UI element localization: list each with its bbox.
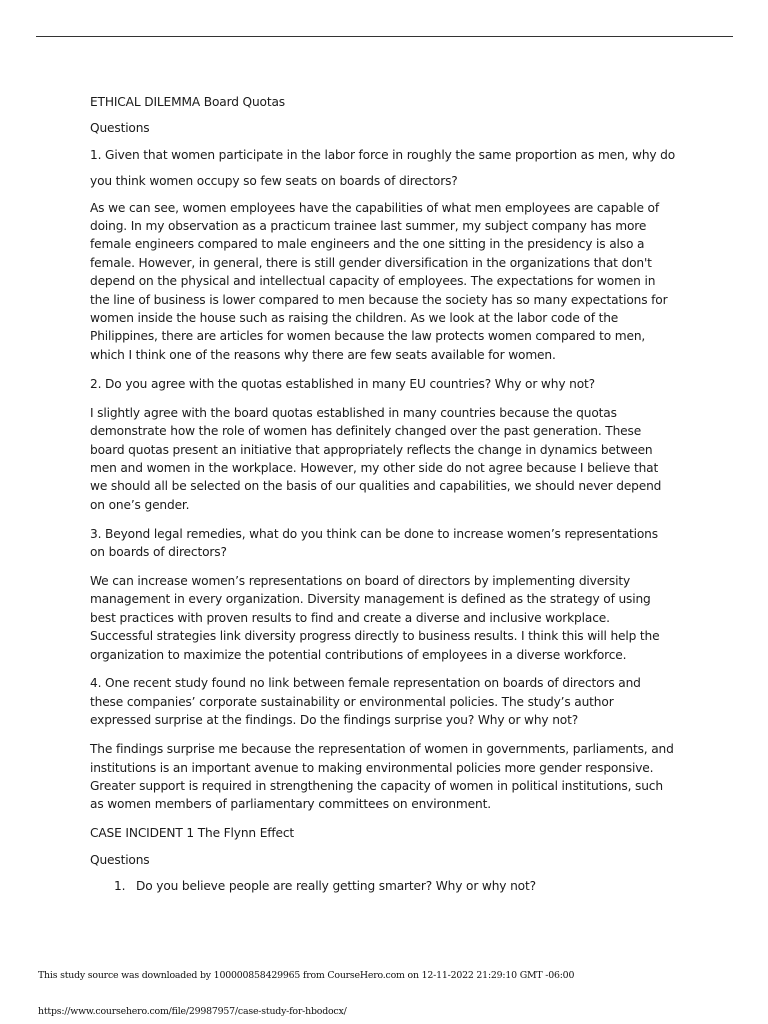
question-3: 3. Beyond legal remedies, what do you think can be done to increase women’s representations on boards of directors?: [90, 526, 658, 560]
answer-4: The findings surprise me because the representation of women in governments, parliaments, and institutions is an important avenue to making environmental policies more gender responsive. Greater support is required in strengthening the capacity of women in political institutions, such as women members of parliamentary committees on environment.: [90, 742, 674, 812]
question-1-line-1: 1. Given that women participate in the labor force in roughly the same proportion as men, why do: [90, 147, 676, 162]
case-question-1: [90, 877, 676, 895]
document-body: [90, 93, 676, 896]
source-url-link[interactable]: https://www.coursehero.com/file/29987957/case-study-for-hbodocx/: [38, 1006, 347, 1017]
case-heading: CASE INCIDENT 1 The Flynn Effect: [90, 826, 295, 841]
case-questions-label: Questions: [90, 852, 150, 867]
question-2: 2. Do you agree with the quotas established in many EU countries? Why or why not?: [90, 376, 595, 391]
header-rule: [36, 36, 733, 37]
section-heading: ETHICAL DILEMMA Board Quotas: [90, 95, 285, 109]
answer-3: We can increase women’s representations on board of directors by implementing diversity management in every organization. Diversity management is defined as the strategy of using best practices with proven results to find and create a diverse and inclusive workplace. Successful strategies link diversity progress directly to business results. I think this will help the organization to maximize the potential contributions of employees in a diverse workforce.: [90, 573, 660, 662]
answer-2: I slightly agree with the board quotas established in many countries because the quotas demonstrate how the role of women has definitely changed over the past generation. These board quotas present an initiative that appropriately reflects the change in dynamics between men and women in the workplace. However, my other side do not agree because I believe that we should all be selected on the basis of our qualities and capabilities, we should never depend on one’s gender.: [90, 405, 662, 512]
case-question-1-text: Do you believe people are really getting smarter? Why or why not?: [136, 879, 536, 894]
question-1-line-2: you think women occupy so few seats on boards of directors?: [90, 174, 458, 189]
download-note: This study source was downloaded by 100000858429965 from CourseHero.com on 12-11-2022 21:29:10 GMT -06:00: [38, 970, 575, 981]
case-question-1-number: 1.: [114, 879, 126, 894]
question-4: 4. One recent study found no link between female representation on boards of directors and these companies’ corporate sustainability or environmental policies. The study’s author expressed surprise at the findings. Do the findings surprise you? Why or why not?: [90, 676, 641, 728]
answer-1: As we can see, women employees have the capabilities of what men employees are capable of doing. In my observation as a practicum trainee last summer, my subject company has more female engineers compared to male engineers and the one sitting in the presidency is also a female. However, in general, there is still gender diversification in the organizations that don't depend on the physical and intellectual capacity of employees. The expectations for women in the line of business is lower compared to men because the society has so many expectations for women inside the house such as raising the children. As we look at the labor code of the Philippines, there are articles for women because the law protects women compared to men, which I think one of the reasons why there are few seats available for women.: [90, 200, 668, 362]
questions-label: Questions: [90, 121, 150, 136]
